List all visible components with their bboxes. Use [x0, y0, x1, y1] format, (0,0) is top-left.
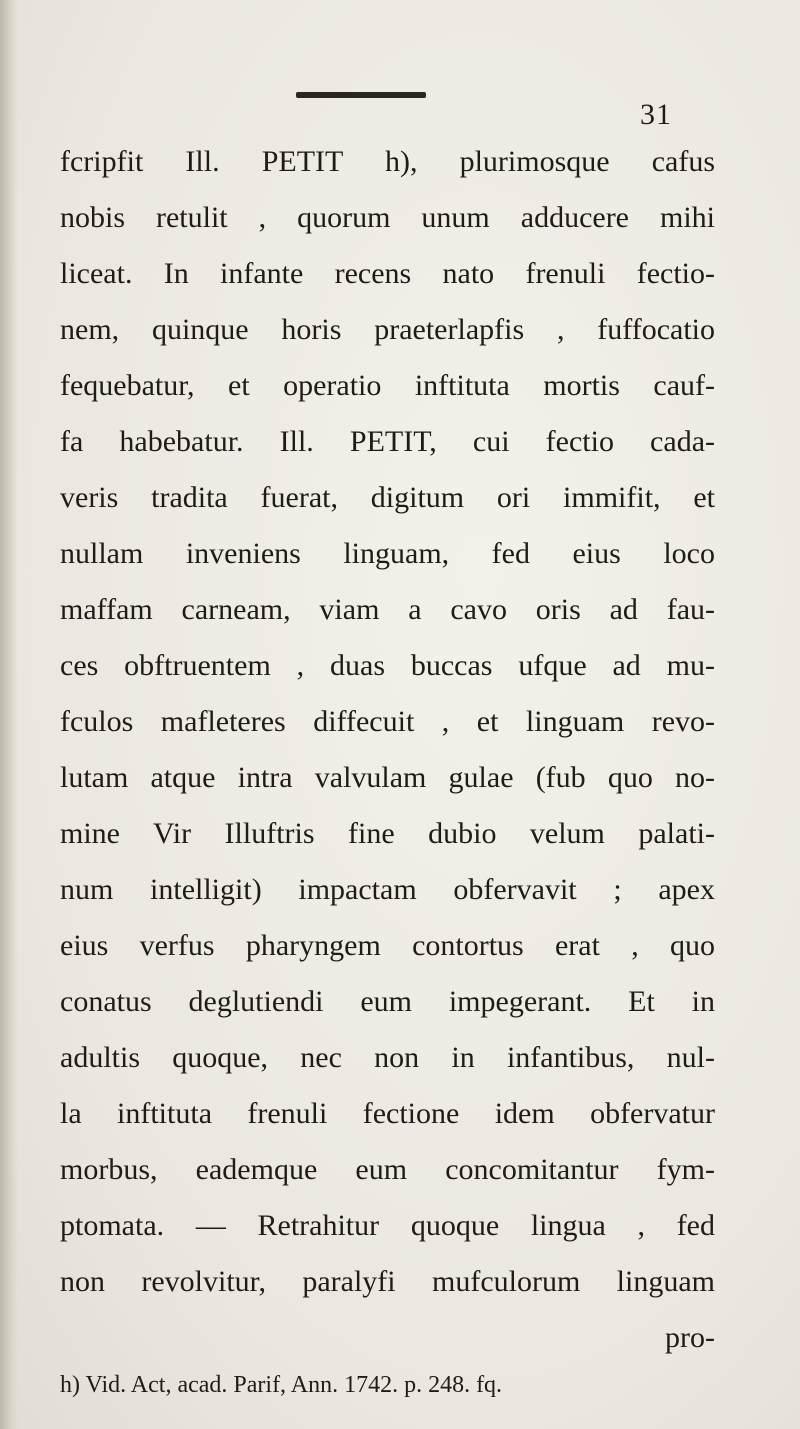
header-rule	[296, 92, 426, 98]
text-line: conatus deglutiendi eum impegerant. Et in	[60, 985, 715, 1018]
catchword: pro-	[665, 1321, 715, 1354]
text-line: fa habebatur. Ill. PETIT, cui fectio cada-	[60, 425, 715, 458]
text-line: maffam carneam, viam a cavo oris ad fau-	[60, 593, 715, 626]
text-line: eius verfus pharyngem contortus erat , quo	[60, 929, 715, 962]
text-line: liceat. In infante recens nato frenuli fectio-	[60, 257, 715, 290]
text-line: adultis quoque, nec non in infantibus, nul-	[60, 1041, 715, 1074]
text-line: mine Vir Illuftris fine dubio velum palati-	[60, 817, 715, 850]
text-line: nullam inveniens linguam, fed eius loco	[60, 537, 715, 570]
page-number: 31	[640, 98, 672, 131]
text-line: fequebatur, et operatio inftituta mortis cauf-	[60, 369, 715, 402]
text-line: fcripfit Ill. PETIT h), plurimosque cafus	[60, 145, 715, 178]
text-line: morbus, eademque eum concomitantur fym-	[60, 1153, 715, 1186]
text-line: non revolvitur, paralyfi mufculorum linguam	[60, 1265, 715, 1298]
text-line: num intelligit) impactam obfervavit ; apex	[60, 873, 715, 906]
text-line: nem, quinque horis praeterlapfis , fuffocatio	[60, 313, 715, 346]
text-line: lutam atque intra valvulam gulae (fub quo no-	[60, 761, 715, 794]
text-line: veris tradita fuerat, digitum ori immifit, et	[60, 481, 715, 514]
text-line: la inftituta frenuli fectione idem obfervatur	[60, 1097, 715, 1130]
text-line: ces obftruentem , duas buccas ufque ad mu-	[60, 649, 715, 682]
text-line: ptomata. — Retrahitur quoque lingua , fed	[60, 1209, 715, 1242]
footnote: h) Vid. Act, acad. Parif, Ann. 1742. p. 248. fq.	[60, 1372, 503, 1398]
text-line: fculos mafleteres diffecuit , et linguam revo-	[60, 705, 715, 738]
text-line: nobis retulit , quorum unum adducere mihi	[60, 201, 715, 234]
binding-shadow	[0, 0, 18, 1429]
